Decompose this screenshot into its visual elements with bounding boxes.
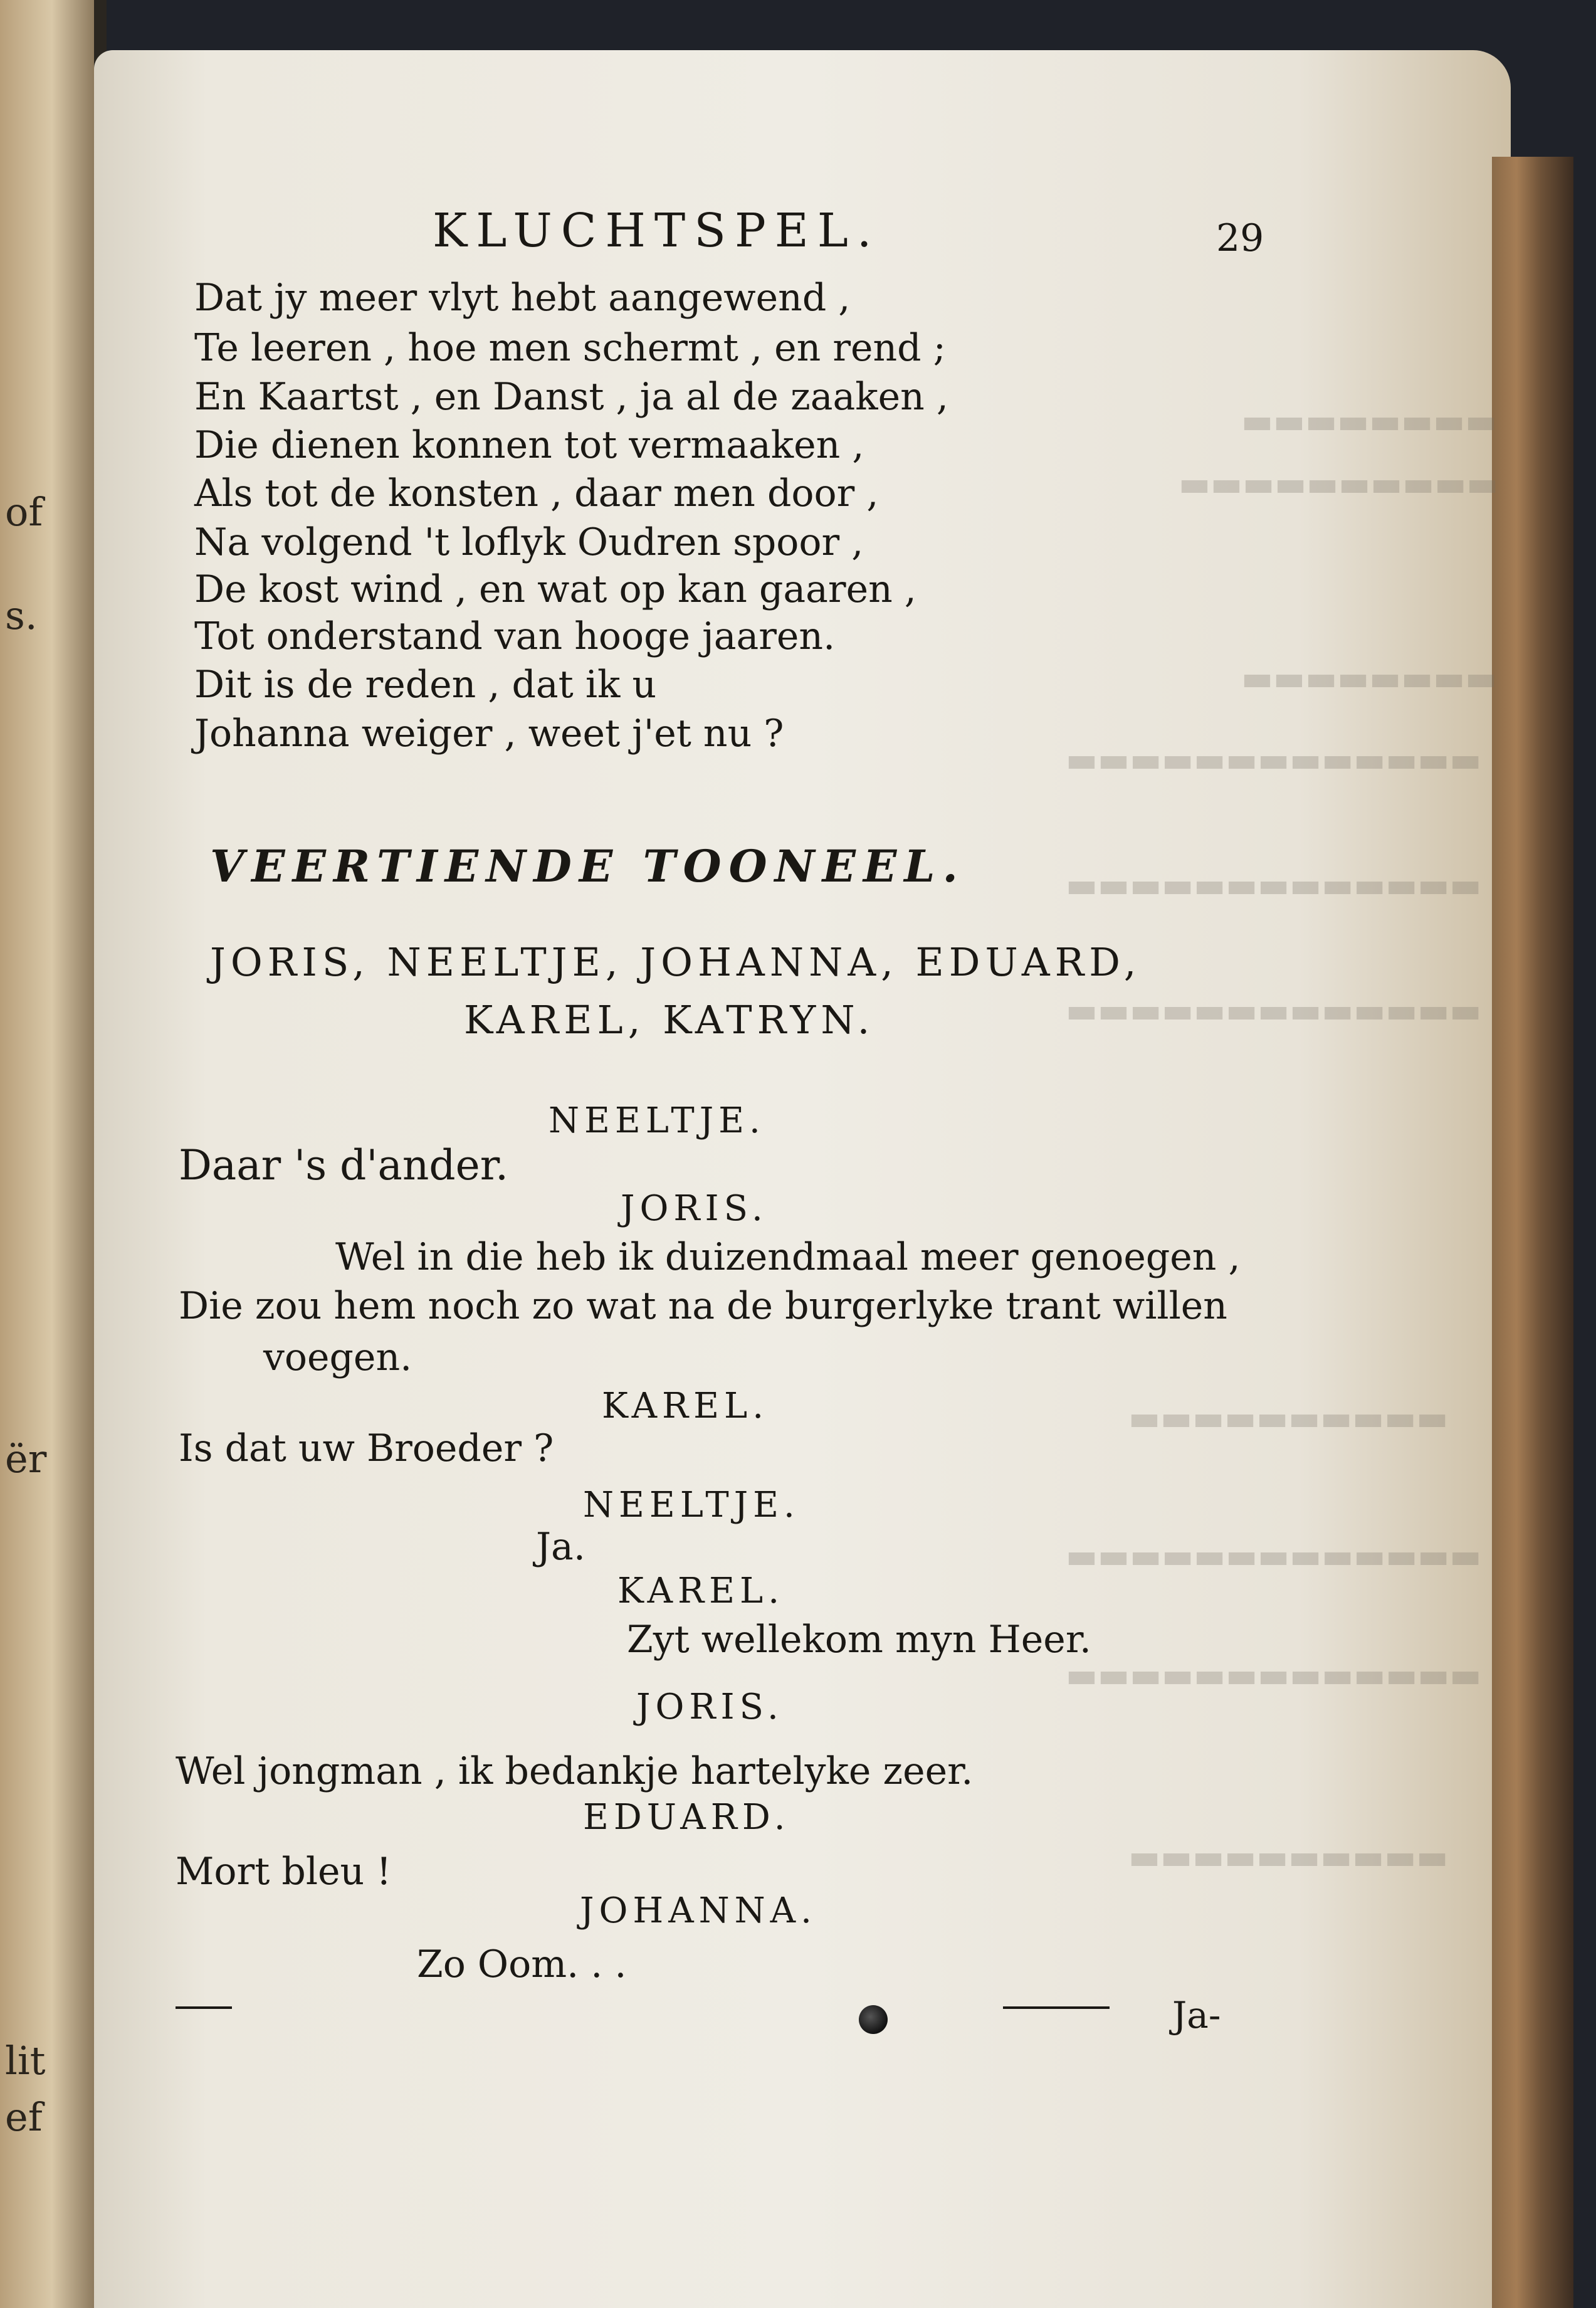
left-page-fragment: of xyxy=(5,489,43,535)
speaker-name: JORIS. xyxy=(621,1188,768,1229)
bleed-through-text: ▬▬▬▬▬▬▬▬▬▬ xyxy=(1179,464,1499,503)
footer-rule xyxy=(1003,2006,1110,2009)
dialogue-line: Wel jongman , ik bedankje hartelyke zeer. xyxy=(176,1749,974,1793)
verse-line: Te leeren , hoe men schermt , en rend ; xyxy=(194,326,946,370)
dialogue-line: Wel in die heb ik duizendmaal meer genoegen , xyxy=(335,1235,1241,1279)
verse-line: Dat jy meer vlyt hebt aangewend , xyxy=(194,276,851,320)
printer-ornament xyxy=(859,2005,888,2034)
speaker-name: KAREL. xyxy=(617,1571,785,1611)
verse-line: Tot onderstand van hooge jaaren. xyxy=(194,614,836,658)
page-edge-wear xyxy=(1492,157,1573,2308)
scene-title: VEERTIENDE TOONEEL. xyxy=(210,840,965,892)
bleed-through-text: ▬▬▬▬▬▬▬▬▬▬▬▬▬ xyxy=(1066,865,1482,905)
dialogue-line: Ja. xyxy=(536,1525,585,1569)
page-number: 29 xyxy=(1216,216,1264,260)
catchword: Ja- xyxy=(1172,1994,1221,2037)
speaker-name: NEELTJE. xyxy=(583,1485,800,1525)
left-page-fragment: s. xyxy=(5,593,38,638)
left-page-fragment: ër xyxy=(5,1436,47,1482)
bleed-through-text: ▬▬▬▬▬▬▬▬▬▬▬▬▬ xyxy=(1066,740,1482,779)
verse-line: Johanna weiger , weet j'et nu ? xyxy=(194,712,784,756)
bleed-through-text: ▬▬▬▬▬▬▬▬ xyxy=(1241,401,1498,441)
bleed-through-text: ▬▬▬▬▬▬▬▬▬▬ xyxy=(1128,1837,1449,1877)
verse-line: Die dienen konnen tot vermaaken , xyxy=(194,423,864,467)
dialogue-line: Zo Oom. . . xyxy=(417,1942,627,1986)
dialogue-line: Mort bleu ! xyxy=(176,1850,392,1894)
verse-line: Dit is de reden , dat ik u xyxy=(194,663,657,707)
dialogue-line: voegen. xyxy=(263,1336,412,1379)
dialogue-line: Die zou hem noch zo wat na de burgerlyke trant willen xyxy=(179,1284,1227,1328)
footer-rule xyxy=(176,2006,232,2009)
scene-characters: JORIS, NEELTJE, JOHANNA, EDUARD, xyxy=(210,939,1142,985)
dialogue-line: Is dat uw Broeder ? xyxy=(179,1426,554,1470)
speaker-name: EDUARD. xyxy=(583,1797,790,1838)
left-page-fragment: lit xyxy=(5,2038,46,2084)
verse-line: Als tot de konsten , daar men door , xyxy=(194,472,879,515)
verse-line: De kost wind , en wat op kan gaaren , xyxy=(194,567,916,611)
verse-line: Na volgend 't loflyk Oudren spoor , xyxy=(194,520,864,564)
scene-characters: KAREL, KATRYN. xyxy=(464,997,875,1043)
speaker-name: NEELTJE. xyxy=(549,1100,765,1141)
bleed-through-text: ▬▬▬▬▬▬▬▬▬▬▬▬▬ xyxy=(1066,1655,1482,1695)
dialogue-line: Zyt wellekom myn Heer. xyxy=(627,1618,1091,1662)
left-page-edge xyxy=(0,0,94,2308)
bleed-through-text: ▬▬▬▬▬▬▬▬▬▬▬▬▬ xyxy=(1066,1536,1482,1576)
dialogue-line: Daar 's d'ander. xyxy=(179,1141,508,1189)
speaker-name: JOHANNA. xyxy=(580,1890,817,1931)
running-title: KLUCHTSPEL. xyxy=(433,204,881,258)
verse-line: En Kaartst , en Danst , ja al de zaaken , xyxy=(194,375,948,419)
bleed-through-text: ▬▬▬▬▬▬▬▬ xyxy=(1241,658,1498,698)
bleed-through-text: ▬▬▬▬▬▬▬▬▬▬▬▬▬ xyxy=(1066,991,1482,1030)
left-page-fragment: ef xyxy=(5,2094,43,2140)
speaker-name: KAREL. xyxy=(602,1386,769,1426)
speaker-name: JORIS. xyxy=(636,1687,784,1727)
bleed-through-text: ▬▬▬▬▬▬▬▬▬▬ xyxy=(1128,1398,1449,1438)
